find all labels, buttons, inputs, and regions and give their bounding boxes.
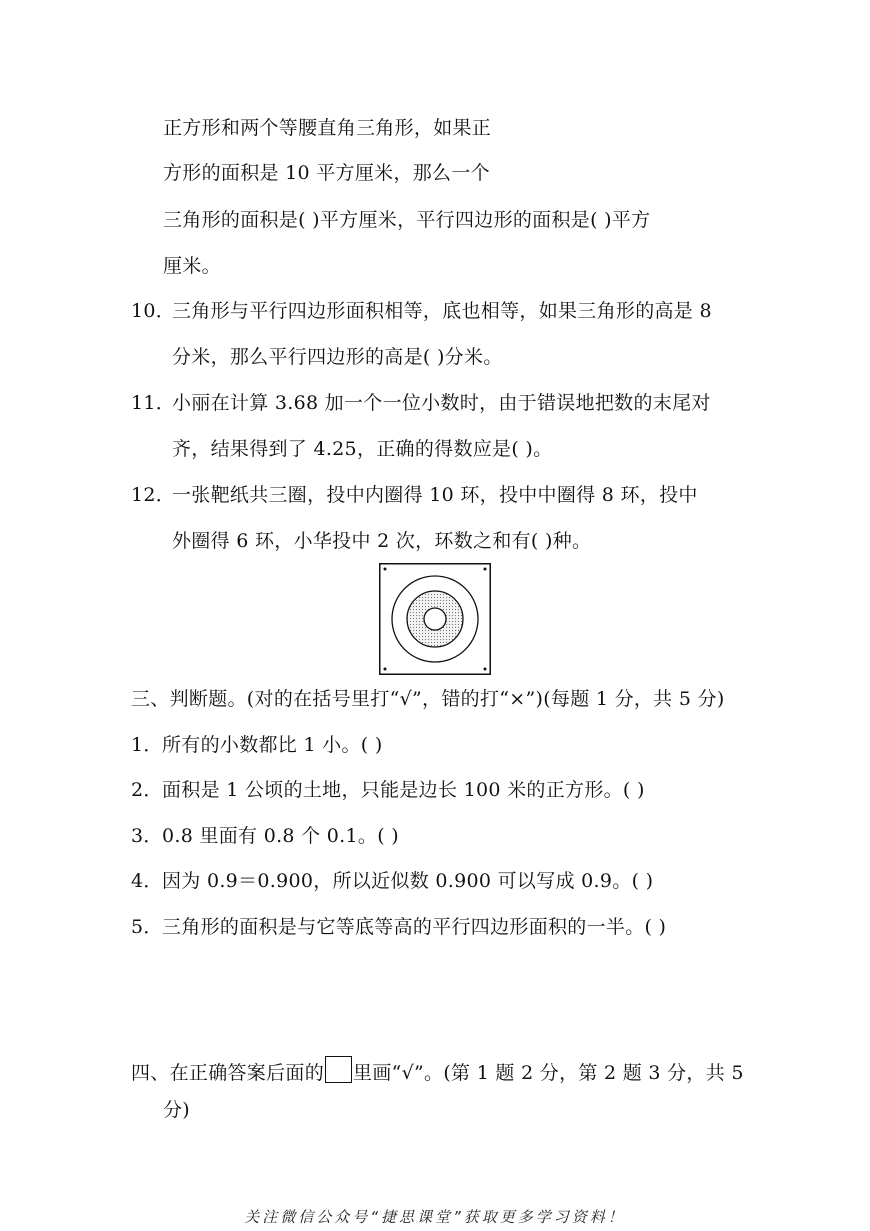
- section4-title: [131, 1056, 744, 1085]
- s3-item4-text: 因为 0.9＝0.900，所以近似数 0.900 可以写成 0.9。( ): [162, 870, 654, 892]
- section4-title-pre: 四、在正确答案后面的: [131, 1062, 325, 1084]
- corner-dot: [384, 568, 387, 571]
- q9-line3: 三角形的面积是( )平方厘米，平行四边形的面积是( )平方: [163, 209, 651, 231]
- q11-line2: 齐，结果得到了 4.25，正确的得数应是( )。: [172, 438, 553, 460]
- corner-dot: [384, 668, 387, 671]
- s3-item3-number: 3．: [131, 825, 163, 847]
- s3-item1-text: 所有的小数都比 1 小。( ): [162, 734, 383, 756]
- q9-line1: 正方形和两个等腰直角三角形，如果正: [163, 117, 492, 139]
- s3-item5-text: 三角形的面积是与它等底等高的平行四边形面积的一半。( ): [162, 916, 667, 938]
- section4-title-post: 里画“√”。(第 1 题 2 分，第 2 题 3 分，共 5: [353, 1062, 744, 1084]
- q11-number: 11．: [131, 392, 176, 414]
- s3-item1-number: 1．: [131, 734, 163, 756]
- q12-number: 12．: [131, 484, 176, 506]
- target-diagram: [379, 563, 491, 675]
- section4-title-line2: 分): [163, 1099, 191, 1121]
- section3-title: 三、判断题。(对的在括号里打“√”，错的打“×”)(每题 1 分，共 5 分): [131, 688, 725, 710]
- q12-line1: 一张靶纸共三圈，投中内圈得 10 环，投中中圈得 8 环，投中: [172, 484, 698, 506]
- s3-item3-text: 0.8 里面有 0.8 个 0.1。( ): [162, 825, 399, 847]
- q9-line2: 方形的面积是 10 平方厘米，那么一个: [163, 162, 490, 184]
- q9-line4: 厘米。: [163, 255, 221, 277]
- s3-item2-number: 2．: [131, 779, 163, 801]
- s3-item5-number: 5．: [131, 916, 163, 938]
- q12-line2: 外圈得 6 环，小华投中 2 次，环数之和有( )种。: [172, 530, 592, 552]
- target-figure: [379, 563, 491, 680]
- s3-item4-number: 4．: [131, 870, 163, 892]
- q10-number: 10．: [131, 300, 176, 322]
- s3-item2-text: 面积是 1 公顷的土地，只能是边长 100 米的正方形。( ): [162, 779, 645, 801]
- corner-dot: [484, 568, 487, 571]
- q11-line1: 小丽在计算 3.68 加一个一位小数时，由于错误地把数的末尾对: [172, 392, 711, 414]
- answer-box-icon: [325, 1056, 352, 1083]
- q10-line2: 分米，那么平行四边形的高是( )分米。: [172, 346, 503, 368]
- footer-note: 关注微信公众号“捷思课堂”获取更多学习资料！: [244, 1208, 626, 1226]
- corner-dot: [484, 668, 487, 671]
- q10-line1: 三角形与平行四边形面积相等，底也相等，如果三角形的高是 8: [172, 300, 712, 322]
- target-inner-ring: [424, 608, 446, 630]
